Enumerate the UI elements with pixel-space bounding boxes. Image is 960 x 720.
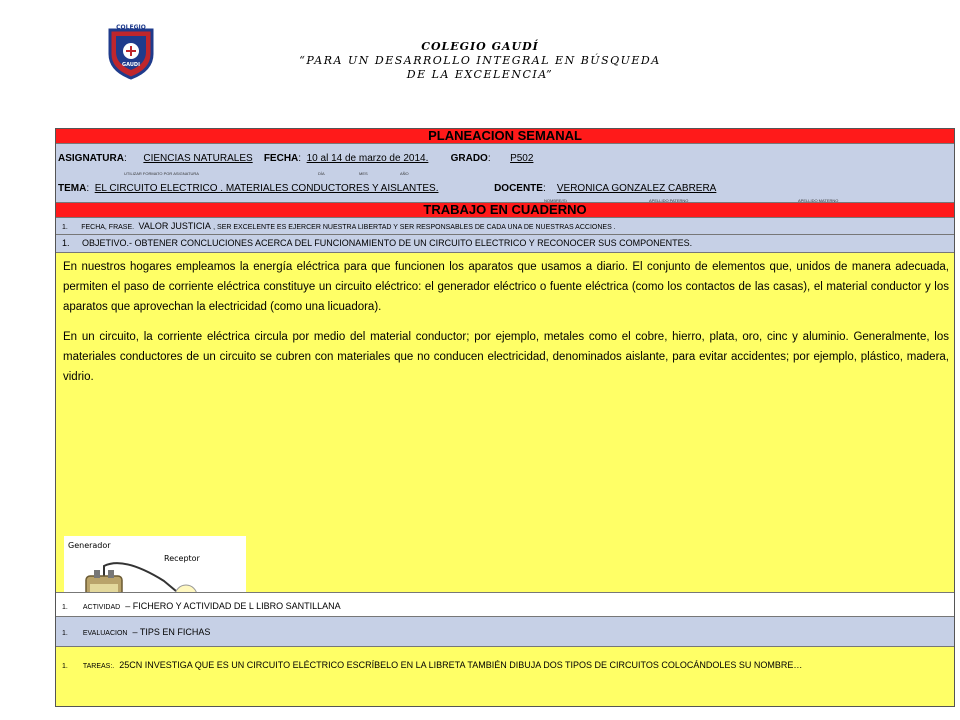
plan-title: PLANEACION SEMANAL: [56, 129, 954, 144]
svg-text:COLEGIO: COLEGIO: [116, 24, 146, 31]
fecha-frase-label: FECHA, FRASE.: [81, 224, 135, 231]
docente-value: VERONICA GONZALEZ CABRERA: [556, 183, 717, 194]
content-paragraph-2: En un circuito, la corriente eléctrica circula por medio del material conductor; por ejemplo, metales como el cobre, hierro, plata, oro, cinc y aluminio. Generalmente, los materiales conductores de un circuito se cubren con materiales que no conducen electricidad, denominados aislante, para evitar accidentes; por ejemplo, plástico, madera, vidrio.: [63, 331, 949, 383]
item-number: 1.: [62, 604, 68, 611]
content-paragraph-1: En nuestros hogares empleamos la energía eléctrica para que funcionen los aparatos que usamos a diario. El conjunto de elementos que, unidos de manera adecuada, permiten el paso de corriente eléctrica constituye un circuito eléctrico: el generador eléctrico o fuente eléctrica (como los contactos de las casas), el material conductor y los aparatos que aprovechan la electricidad (como una licuadora).: [63, 261, 949, 313]
fecha-value: 10 al 14 de marzo de 2014.: [306, 153, 429, 164]
asignatura-label: ASIGNATURA: [58, 153, 124, 164]
objetivo-text: OBJETIVO.- OBTENER CONCLUCIONES ACERCA DEL FUNCIONAMIENTO DE UN CIRCUITO ELECTRICO Y RECONOCER SUS COMPONENTES.: [82, 238, 693, 248]
section-title: TRABAJO EN CUADERNO: [56, 203, 954, 218]
motto-line-1: “PARA UN DESARROLLO INTEGRAL EN BÚSQUEDA: [299, 54, 661, 67]
plan-meta: [56, 144, 954, 203]
tema-label: TEMA: [58, 183, 87, 194]
evaluacion-label: EVALUACION: [82, 630, 128, 637]
valor-value: VALOR JUSTICIA: [138, 221, 211, 231]
hint-paterno: APELLIDO PATERNO: [649, 198, 689, 203]
evaluacion-row: [56, 617, 954, 647]
tareas-row: [56, 647, 954, 706]
school-header: [230, 40, 730, 82]
item-number: 1.: [62, 238, 70, 248]
grado-label: GRADO: [450, 153, 488, 164]
content-area: [56, 253, 954, 593]
objetivo-row: [56, 235, 954, 253]
hint-dia: DÍA: [318, 171, 325, 176]
item-number: 1.: [62, 630, 68, 637]
hint-mes: MES: [359, 171, 368, 176]
actividad-text: – FICHERO Y ACTIVIDAD DE L LIBRO SANTILLANA: [125, 601, 341, 611]
school-name: COLEGIO GAUDÍ: [421, 40, 539, 53]
hint-ano: AÑO: [400, 171, 409, 176]
item-number: 1.: [62, 663, 68, 670]
hint-materno: APELLIDO MATERNO: [798, 198, 839, 203]
tareas-text: 25CN INVESTIGA QUE ES UN CIRCUITO ELÉCTRICO ESCRÍBELO EN LA LIBRETA TAMBIÉN DIBUJA DOS TIPOS DE CIRCUITOS COLOCÁNDOLES SU NOMBRE…: [119, 660, 803, 670]
fecha-frase-row: [56, 218, 954, 235]
hint-formato: UTILIZAR FORMATO POR ASIGNATURA: [124, 171, 199, 176]
item-number: 1.: [62, 224, 68, 231]
weekly-plan-sheet: [55, 128, 955, 707]
fecha-label: FECHA: [263, 153, 299, 164]
hint-nombres: NOMBRE(S): [544, 198, 567, 203]
tema-value: EL CIRCUITO ELECTRICO . MATERIALES CONDUCTORES Y AISLANTES.: [94, 183, 439, 194]
motto-line-2: DE LA EXCELENCIA”: [406, 68, 554, 81]
meta-line-2: TEMA: EL CIRCUITO ELECTRICO . MATERIALES CONDUCTORES Y AISLANTES. DOCENTE: VERONICA GONZALEZ CABRERA: [58, 183, 717, 194]
svg-text:GAUDI: GAUDI: [122, 62, 140, 68]
evaluacion-text: – TIPS EN FICHAS: [132, 627, 211, 637]
frase-text: , SER EXCELENTE ES EJERCER NUESTRA LIBERTAD Y SER RESPONSABLES DE CADA UNA DE NUESTRAS ACCIONES .: [213, 224, 616, 231]
label-receptor: Receptor: [164, 554, 200, 563]
actividad-row: [56, 593, 954, 617]
label-generador: Generador: [68, 541, 111, 550]
tareas-label: TAREAS:.: [82, 663, 115, 670]
actividad-label: ACTIVIDAD: [82, 604, 121, 611]
grado-value: P502: [510, 153, 534, 164]
circuit-diagram: [64, 536, 246, 593]
asignatura-value: CIENCIAS NATURALES: [143, 153, 253, 164]
school-logo: [104, 22, 158, 80]
meta-line-1: ASIGNATURA: CIENCIAS NATURALES FECHA: 10 al 14 de marzo de 2014. GRADO: P502: [58, 153, 534, 164]
content-text: [63, 257, 949, 397]
docente-label: DOCENTE: [494, 183, 543, 194]
